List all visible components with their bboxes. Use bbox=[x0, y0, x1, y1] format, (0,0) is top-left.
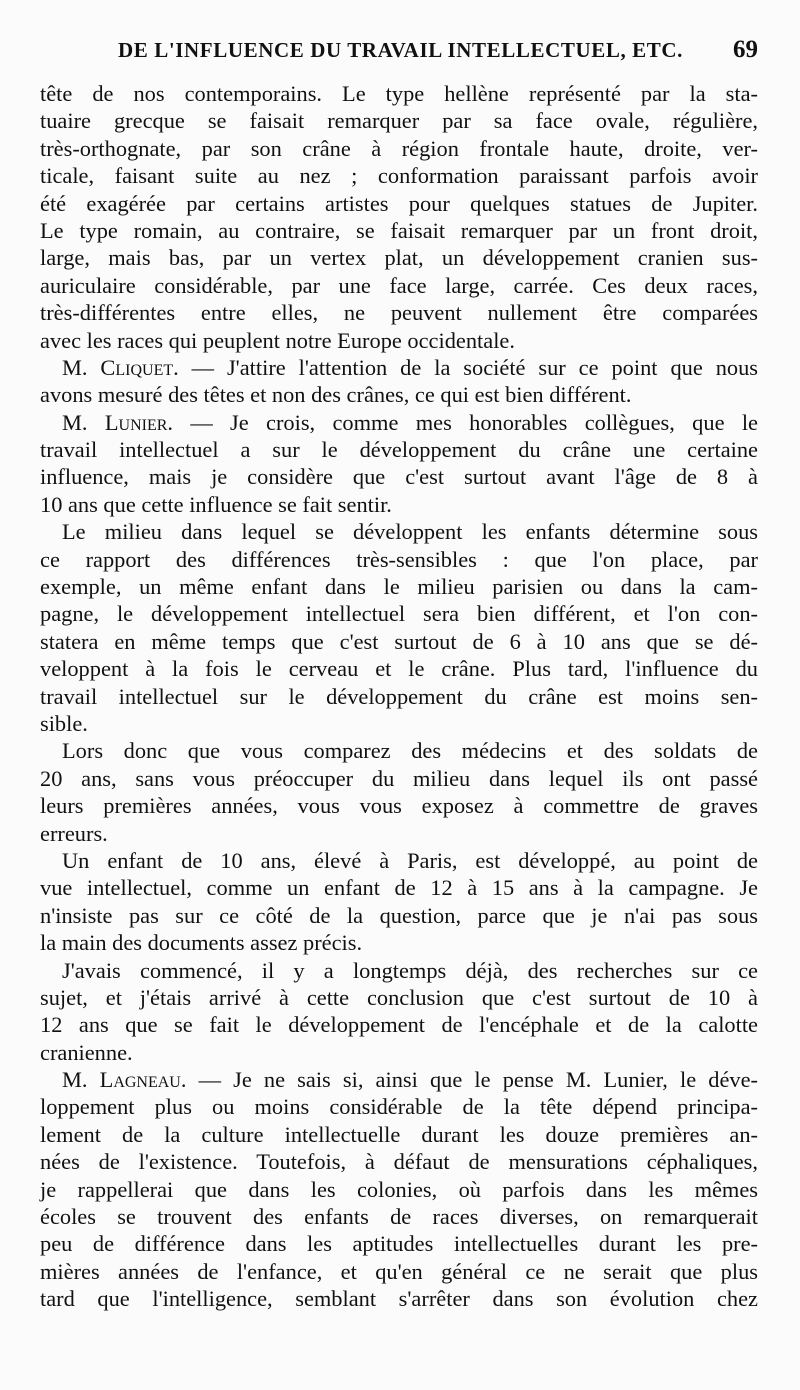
text-line bbox=[40, 1230, 758, 1257]
text-line bbox=[40, 436, 758, 463]
text-line bbox=[40, 655, 758, 682]
text-line bbox=[40, 135, 758, 162]
text-line bbox=[40, 984, 758, 1011]
line-text: statera en même temps que c'est surtout de 6 à 10 ans que se dé- bbox=[40, 628, 758, 654]
line-text: ticale, faisant suite au nez ; conformation paraissant parfois avoir bbox=[40, 163, 758, 189]
line-text: — J'attire l'attention de la société sur ce point que nous bbox=[178, 354, 758, 380]
text-line bbox=[40, 463, 758, 490]
text-line bbox=[40, 244, 758, 271]
line-text: 12 ans que se fait le développement de l'encéphale et de la calotte bbox=[40, 1012, 758, 1038]
text-line bbox=[40, 1121, 758, 1148]
text-line bbox=[40, 217, 758, 244]
text-line bbox=[40, 1039, 758, 1066]
line-text: très-différentes entre elles, ne peuvent nullement être comparées bbox=[40, 300, 758, 326]
text-line bbox=[40, 1093, 758, 1120]
text-line bbox=[40, 628, 758, 655]
line-text: été exagérée par certains artistes pour quelques statues de Jupiter. bbox=[40, 190, 758, 216]
text-line bbox=[40, 1203, 758, 1230]
text-line bbox=[40, 710, 758, 737]
text-line bbox=[40, 354, 758, 381]
line-text: nées de l'existence. Toutefois, à défaut de mensurations céphaliques, bbox=[40, 1149, 758, 1175]
text-line bbox=[40, 573, 758, 600]
page-number: 69 bbox=[733, 36, 758, 63]
paragraph bbox=[40, 957, 758, 1067]
line-text: Le type romain, au contraire, se faisait remarquer par un front droit, bbox=[40, 217, 758, 243]
text-line bbox=[40, 409, 758, 436]
line-text: je rappellerai que dans les colonies, où parfois dans les mêmes bbox=[40, 1176, 758, 1202]
text-line bbox=[40, 600, 758, 627]
line-text: sujet, et j'étais arrivé à cette conclusion que c'est surtout de 10 à bbox=[40, 984, 758, 1010]
paragraph bbox=[40, 409, 758, 519]
line-text: leurs premières années, vous vous exposez à commettre de graves bbox=[40, 793, 758, 819]
text-line bbox=[40, 874, 758, 901]
speaker-name: M. Cliquet. bbox=[62, 354, 179, 380]
text-line bbox=[40, 1148, 758, 1175]
line-text: écoles se trouvent des enfants de races diverses, on remarquerait bbox=[40, 1204, 758, 1230]
line-text: peu de différence dans les aptitudes intellectuelles durant les pre- bbox=[40, 1231, 758, 1257]
line-text: mières années de l'enfance, et qu'en général ce ne serait que plus bbox=[40, 1258, 758, 1284]
paragraph bbox=[40, 354, 758, 409]
line-text: avons mesuré des têtes et non des crânes, ce qui est bien différent. bbox=[40, 382, 632, 408]
paragraph bbox=[40, 847, 758, 957]
text-line bbox=[40, 1176, 758, 1203]
text-line bbox=[40, 929, 758, 956]
paragraph bbox=[40, 80, 758, 354]
line-text: pagne, le développement intellectuel sera bien différent, et l'on con- bbox=[40, 601, 758, 627]
line-text: Un enfant de 10 ans, élevé à Paris, est développé, au point de bbox=[62, 847, 758, 873]
text-line bbox=[40, 737, 758, 764]
speaker-name: M. Lunier. bbox=[62, 409, 173, 435]
line-text: travail intellectuel sur le développement du crâne est moins sen- bbox=[40, 683, 758, 709]
text-line bbox=[40, 272, 758, 299]
text-line bbox=[40, 792, 758, 819]
line-text: 10 ans que cette influence se fait sentir. bbox=[40, 491, 392, 517]
line-text: erreurs. bbox=[40, 820, 108, 846]
line-text: tard que l'intelligence, semblant s'arrêter dans son évolution chez bbox=[40, 1286, 758, 1312]
body-text bbox=[40, 80, 758, 1313]
line-text: — Je ne sais si, ainsi que le pense M. Lunier, le déve- bbox=[186, 1067, 758, 1093]
text-line bbox=[40, 1011, 758, 1038]
text-line bbox=[40, 190, 758, 217]
text-line bbox=[40, 957, 758, 984]
line-text: J'avais commencé, il y a longtemps déjà, des recherches sur ce bbox=[62, 957, 758, 983]
text-line bbox=[40, 518, 758, 545]
line-text: tuaire grecque se faisait remarquer par sa face ovale, régulière, bbox=[40, 108, 758, 134]
paragraph bbox=[40, 737, 758, 847]
text-line bbox=[40, 162, 758, 189]
line-text: vue intellectuel, comme un enfant de 12 à 15 ans à la campagne. Je bbox=[40, 875, 758, 901]
line-text: auriculaire considérable, par une face large, carrée. Ces deux races, bbox=[40, 272, 758, 298]
line-text: n'insiste pas sur ce côté de la question, parce que je n'ai pas sous bbox=[40, 902, 758, 928]
text-line bbox=[40, 847, 758, 874]
speaker-name: M. Lagneau. bbox=[62, 1067, 187, 1093]
line-text: veloppent à la fois le cerveau et le crâne. Plus tard, l'influence du bbox=[40, 656, 758, 682]
line-text: loppement plus ou moins considérable de la tête dépend principa- bbox=[40, 1094, 758, 1120]
text-line bbox=[40, 327, 758, 354]
line-text: sible. bbox=[40, 710, 88, 736]
text-line bbox=[40, 902, 758, 929]
text-line bbox=[40, 491, 758, 518]
text-line bbox=[40, 1285, 758, 1312]
line-text: travail intellectuel a sur le développement du crâne une certaine bbox=[40, 437, 758, 463]
line-text: très-orthognate, par son crâne à région frontale haute, droite, ver- bbox=[40, 135, 758, 161]
text-line bbox=[40, 381, 758, 408]
line-text: avec les races qui peuplent notre Europe occidentale. bbox=[40, 327, 515, 353]
running-head bbox=[40, 36, 758, 80]
line-text: large, mais bas, par un vertex plat, un développement cranien sus- bbox=[40, 245, 758, 271]
text-line bbox=[40, 1258, 758, 1285]
line-text: Le milieu dans lequel se développent les enfants détermine sous bbox=[62, 519, 758, 545]
text-line bbox=[40, 820, 758, 847]
line-text: 20 ans, sans vous préoccuper du milieu dans lequel ils ont passé bbox=[40, 765, 758, 791]
text-line bbox=[40, 299, 758, 326]
line-text: la main des documents assez précis. bbox=[40, 930, 363, 956]
line-text: — Je crois, comme mes honorables collègues, que le bbox=[173, 409, 758, 435]
paragraph bbox=[40, 518, 758, 737]
line-text: lement de la culture intellectuelle durant les douze premières an- bbox=[40, 1121, 758, 1147]
paragraph bbox=[40, 1066, 758, 1313]
text-line bbox=[40, 683, 758, 710]
line-text: cranienne. bbox=[40, 1039, 133, 1065]
line-text: influence, mais je considère que c'est surtout avant l'âge de 8 à bbox=[40, 464, 758, 490]
running-title: DE L'INFLUENCE DU TRAVAIL INTELLECTUEL, ETC. bbox=[118, 38, 683, 62]
text-line bbox=[40, 107, 758, 134]
line-text: Lors donc que vous comparez des médecins et des soldats de bbox=[62, 738, 758, 764]
text-line bbox=[40, 546, 758, 573]
text-line bbox=[40, 80, 758, 107]
text-line bbox=[40, 765, 758, 792]
line-text: tête de nos contemporains. Le type hellène représenté par la sta- bbox=[40, 81, 758, 106]
text-line bbox=[40, 1066, 758, 1093]
line-text: ce rapport des différences très-sensibles : que l'on place, par bbox=[40, 546, 758, 572]
line-text: exemple, un même enfant dans le milieu parisien ou dans la cam- bbox=[40, 574, 758, 600]
